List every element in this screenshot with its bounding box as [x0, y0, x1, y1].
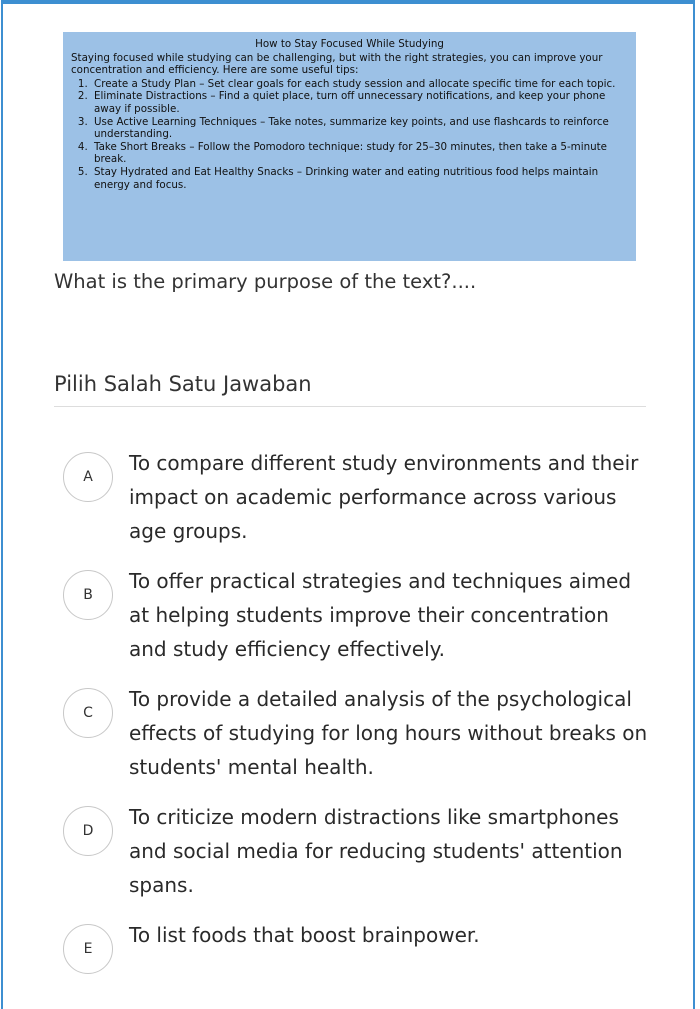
option-b-text[interactable]: To offer practical strategies and techniques aimed at helping students improve their concentration and study efficiency effectively. — [129, 569, 632, 661]
option-a-letter[interactable]: A — [63, 452, 113, 502]
option-d-letter[interactable]: D — [63, 806, 113, 856]
passage-intro: Staying focused while studying can be challenging, but with the right strategies, you can improve your concentration and efficiency. Here are some useful tips: — [71, 51, 603, 77]
question-text: What is the primary purpose of the text?.... — [54, 270, 477, 293]
option-c-letter[interactable]: C — [63, 688, 113, 738]
option-d-text[interactable]: To criticize modern distractions like smartphones and social media for reducing students' attention spans. — [129, 805, 623, 897]
option-a-text[interactable]: To compare different study environments and their impact on academic performance across various age groups. — [129, 451, 639, 543]
tip-item: 2. Eliminate Distractions – Find a quiet place, turn off unnecessary notifications, and keep your phone away if possible. — [91, 90, 628, 115]
option-e-letter[interactable]: E — [63, 924, 113, 974]
answer-section-title: Pilih Salah Satu Jawaban — [54, 372, 312, 396]
option-e-text[interactable]: To list foods that boost brainpower. — [129, 923, 480, 947]
tip-item: 1. Create a Study Plan – Set clear goals for each study session and allocate specific time for each topic. — [91, 78, 628, 91]
option-c-text[interactable]: To provide a detailed analysis of the psychological effects of studying for long hours without breaks on students' mental health. — [129, 687, 648, 779]
tip-item: 5. Stay Hydrated and Eat Healthy Snacks – Drinking water and eating nutritious food helps maintain energy and focus. — [91, 166, 628, 191]
passage-title: How to Stay Focused While Studying — [255, 38, 444, 50]
tip-item: 4. Take Short Breaks – Follow the Pomodoro technique: study for 25–30 minutes, then take a 5-minute break. — [91, 141, 628, 166]
section-divider — [54, 406, 646, 407]
option-b-letter[interactable]: B — [63, 570, 113, 620]
tip-item: 3. Use Active Learning Techniques – Take notes, summarize key points, and use flashcards to reinforce understanding. — [91, 116, 628, 141]
reading-passage — [63, 32, 636, 261]
tips-list — [71, 78, 628, 191]
